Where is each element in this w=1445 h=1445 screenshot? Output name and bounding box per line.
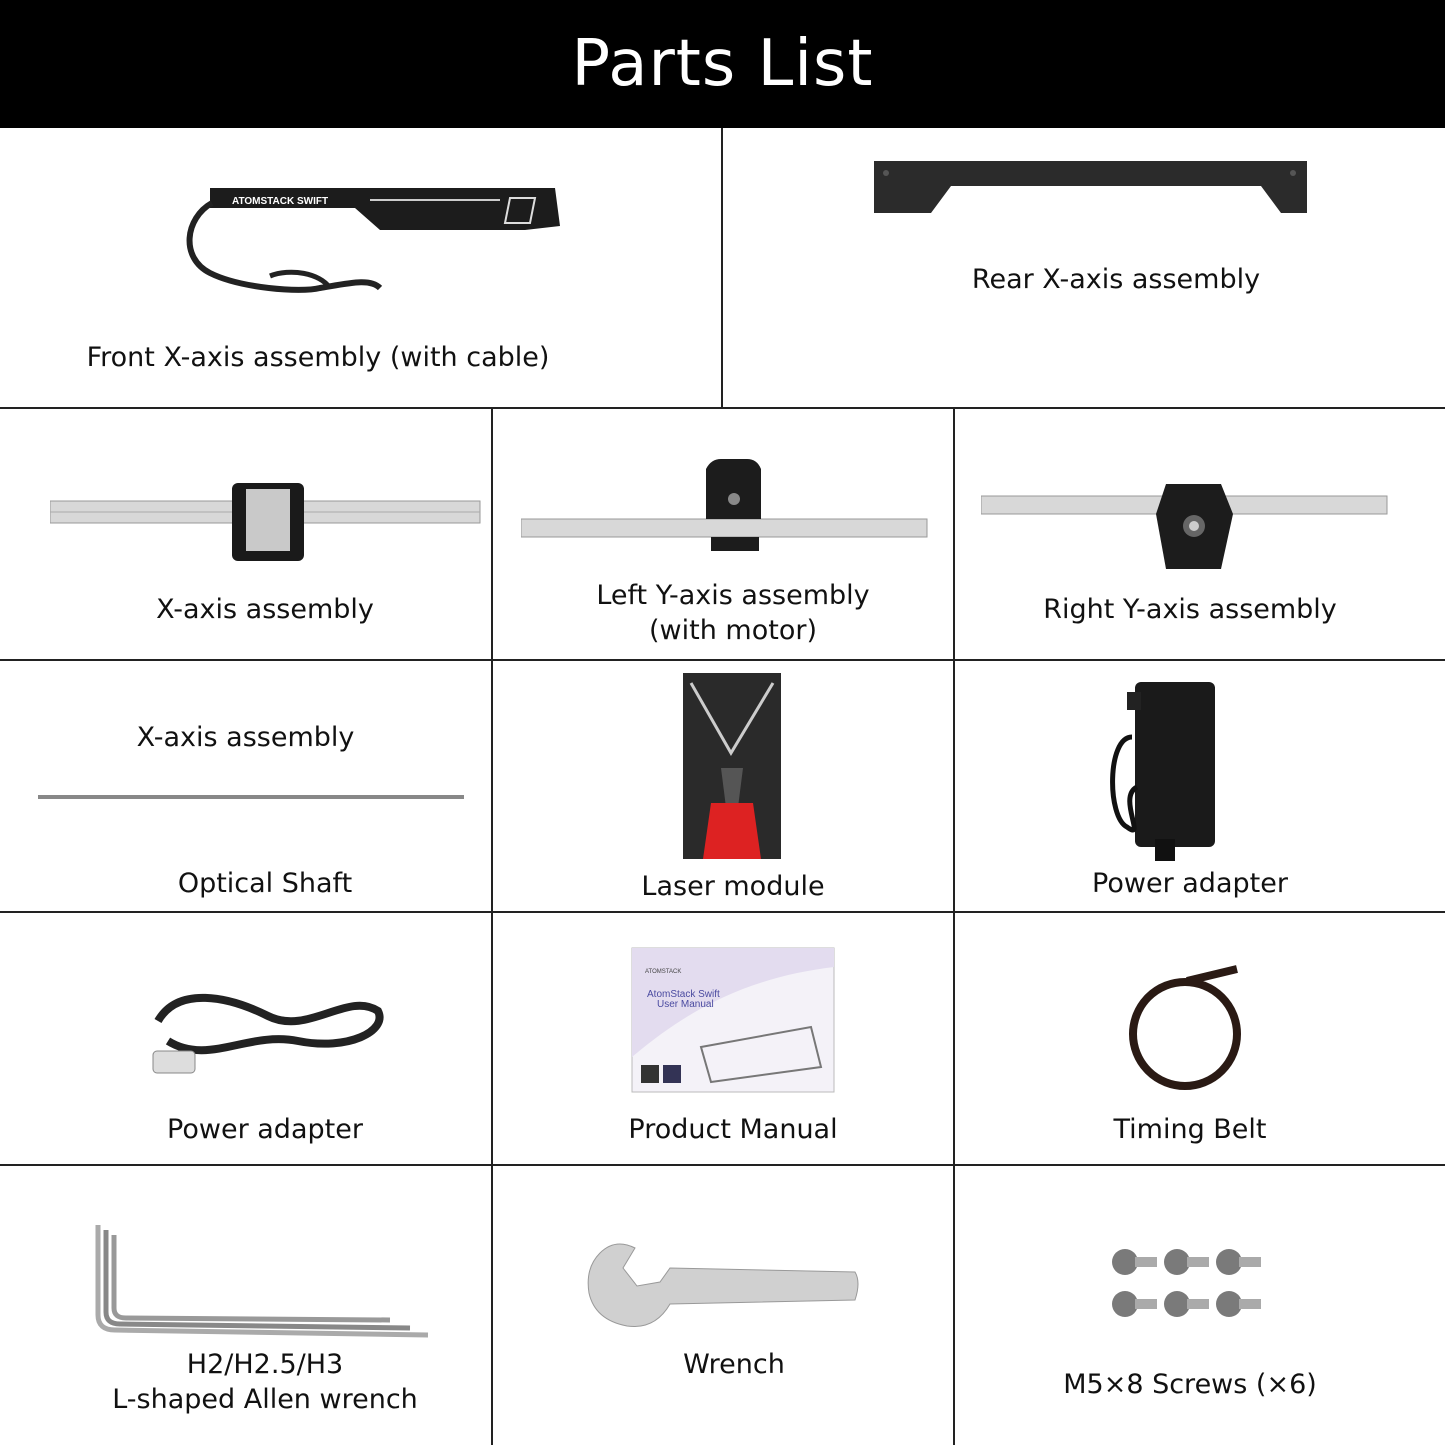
part-label: Timing Belt (1113, 1114, 1267, 1145)
page-header (0, 0, 1445, 128)
laser-module-icon (681, 673, 783, 861)
front-x-axis-icon (180, 178, 580, 308)
manual-brand-text: ATOMSTACK (645, 969, 682, 975)
part-cell-front-x-axis (0, 128, 721, 407)
x-axis-assembly-icon (50, 481, 482, 563)
part-label: M5×8 Screws (×6) (1063, 1369, 1317, 1400)
timing-belt-icon (1127, 959, 1247, 1093)
part-label: Right Y-axis assembly (1043, 594, 1337, 625)
part-label: Left Y-axis assembly (596, 580, 870, 611)
optical-shaft-icon (38, 793, 466, 801)
part-label: Power adapter (1092, 868, 1288, 899)
part-label: X-axis assembly (156, 594, 374, 625)
part-label: X-axis assembly (136, 722, 355, 753)
brand-text: ATOMSTACK SWIFT (232, 196, 329, 207)
manual-subtitle-text: User Manual (657, 999, 714, 1010)
page-title: Parts List (571, 27, 874, 101)
usb-cable-icon (148, 981, 388, 1081)
part-label: Optical Shaft (177, 868, 353, 899)
rear-x-axis-icon (871, 158, 1311, 218)
right-y-axis-icon (981, 484, 1389, 578)
parts-grid (0, 128, 1445, 1445)
power-adapter-icon (1107, 677, 1227, 865)
screws-icon (1105, 1242, 1265, 1334)
part-label: Laser module (641, 871, 825, 902)
wrench-icon (585, 1238, 861, 1334)
manual-title-text: AtomStack Swift (647, 989, 720, 1000)
part-label-line2: L-shaped Allen wrench (112, 1384, 418, 1415)
part-label-line2: (with motor) (649, 615, 817, 646)
part-label: Wrench (683, 1349, 785, 1380)
manual-icon (631, 947, 837, 1095)
part-label: Power adapter (167, 1114, 363, 1145)
part-label: Product Manual (628, 1114, 838, 1145)
part-cell-screws (955, 1166, 1445, 1445)
part-label: Rear X-axis assembly (971, 264, 1261, 295)
left-y-axis-icon (521, 459, 929, 553)
part-label: Front X-axis assembly (with cable) (86, 342, 550, 373)
allen-wrench-icon (90, 1220, 435, 1338)
part-cell-wrench (493, 1166, 953, 1445)
part-cell-rear-x-axis (723, 128, 1445, 407)
part-label: H2/H2.5/H3 (186, 1349, 344, 1380)
